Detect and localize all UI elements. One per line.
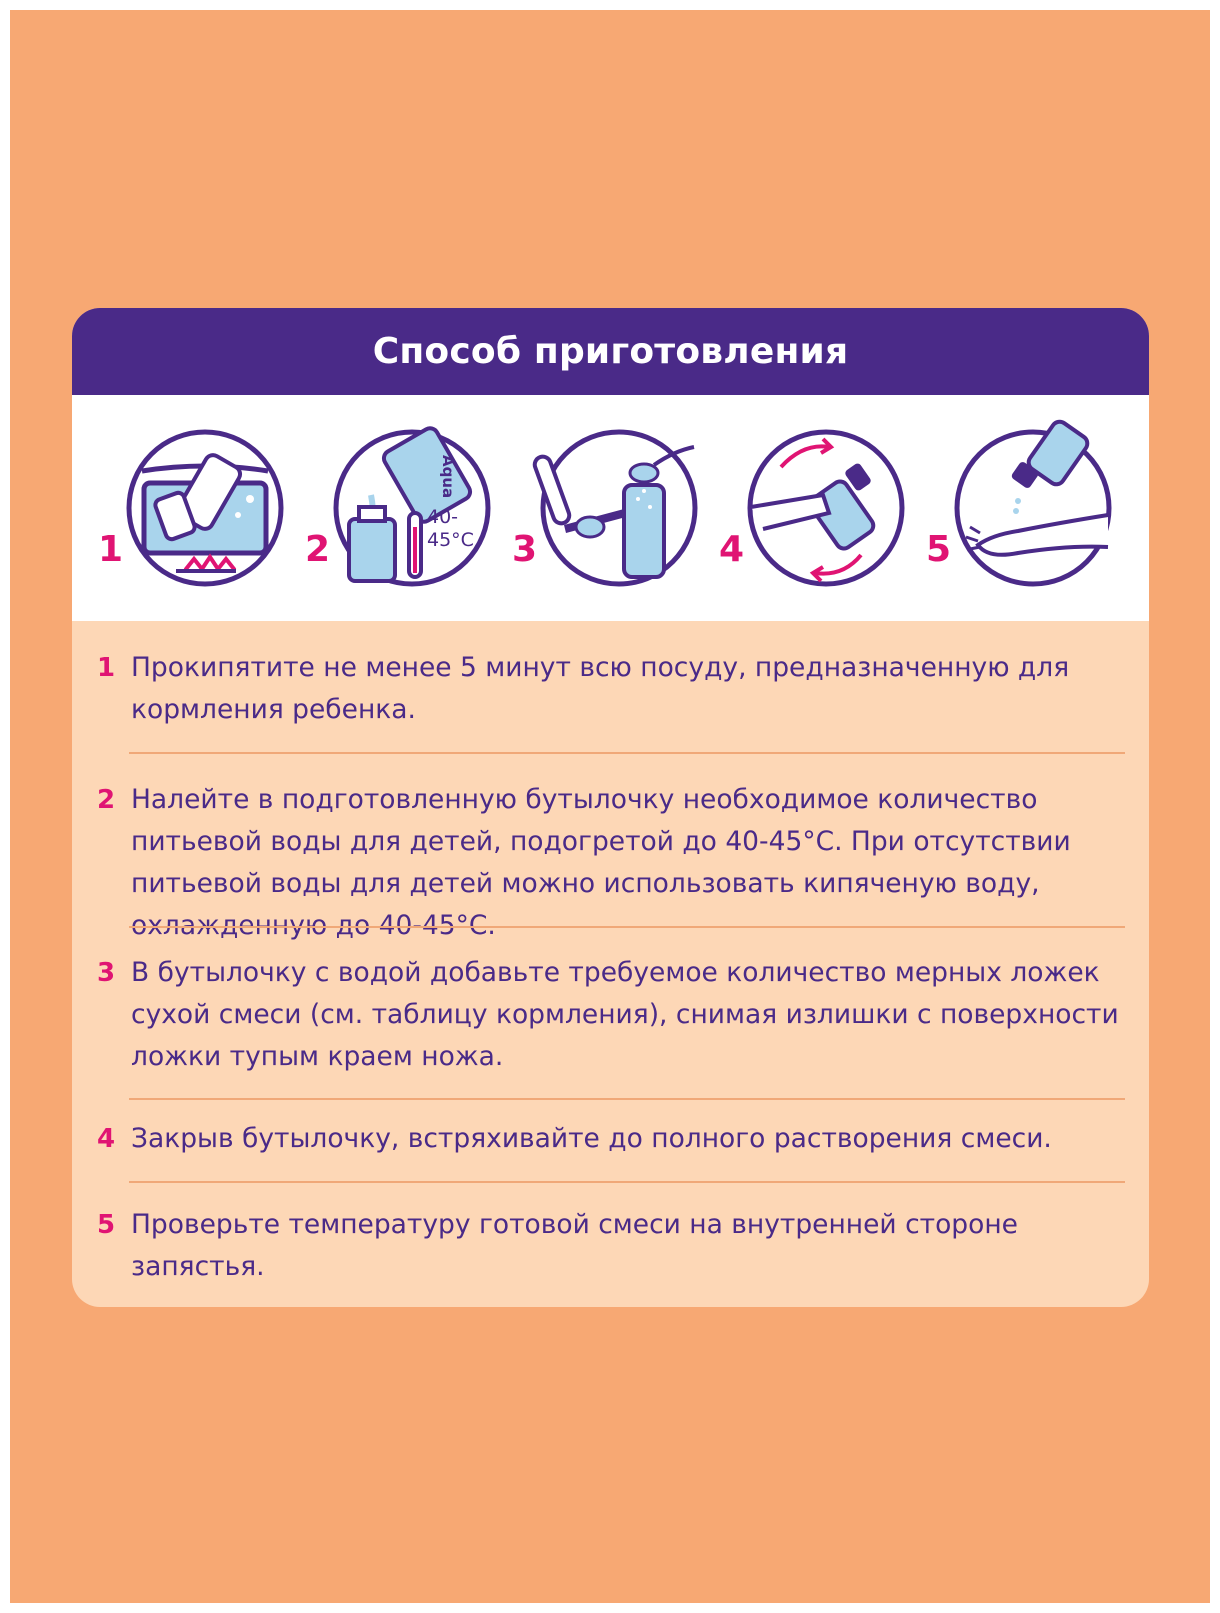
step-text: Закрыв бутылочку, встряхивайте до полного растворения смеси. [131, 1123, 1052, 1154]
steps-list [72, 621, 1149, 1307]
shaking-bottle-icon [750, 432, 902, 584]
page-title: Способ приготовления [372, 331, 849, 372]
divider [129, 926, 1125, 928]
step-icon-1 [90, 395, 301, 621]
step-icon-number: 4 [719, 529, 745, 570]
step-text: Проверьте температуру готовой смеси на внутренней стороне запястья. [131, 1209, 1018, 1282]
divider [129, 1181, 1125, 1183]
step-icon-number: 2 [305, 529, 331, 570]
step-number: 4 [97, 1124, 116, 1154]
instructions-card [72, 308, 1149, 1307]
step-text: Прокипятите не менее 5 минут всю посуду, предназначенную для кормления ребенка. [131, 652, 1070, 725]
step-icon-3 [504, 395, 715, 621]
step-icon-number: 5 [926, 529, 952, 570]
step-number: 1 [97, 653, 116, 683]
icons-band [72, 395, 1149, 621]
step-icon-number: 1 [98, 529, 124, 570]
step-icon-4 [711, 395, 922, 621]
pot-sterilizing-bottles-icon [129, 432, 281, 584]
pouring-water-thermometer-icon [336, 425, 488, 584]
wrist-test-icon [957, 419, 1109, 584]
step-text: В бутылочку с водой добавьте требуемое количество мерных ложек сухой смеси (см. таблицу кормления), снимая излишки с поверхности ложки тупым краем ножа. [131, 957, 1119, 1072]
bottle-label: Aqua [439, 455, 457, 499]
divider [129, 752, 1125, 754]
step-number: 2 [97, 785, 116, 815]
step-number: 3 [97, 958, 116, 988]
step-icon-number: 3 [512, 529, 538, 570]
step-icon-5 [918, 395, 1129, 621]
temperature-label-2: 45°C [427, 529, 474, 551]
measuring-spoon-powder-icon [533, 432, 695, 584]
step-text: Налейте в подготовленную бутылочку необходимое количество питьевой воды для детей, подогретой до 40-45°С. При отсутствии питьевой воды для детей можно использовать кипяченую воду, охлажденную до 40-45°С. [131, 784, 1071, 941]
temperature-label-1: 40- [427, 506, 459, 528]
step-number: 5 [97, 1210, 116, 1240]
step-icon-2 [297, 395, 508, 621]
divider [129, 1098, 1125, 1100]
card-header [72, 308, 1149, 395]
